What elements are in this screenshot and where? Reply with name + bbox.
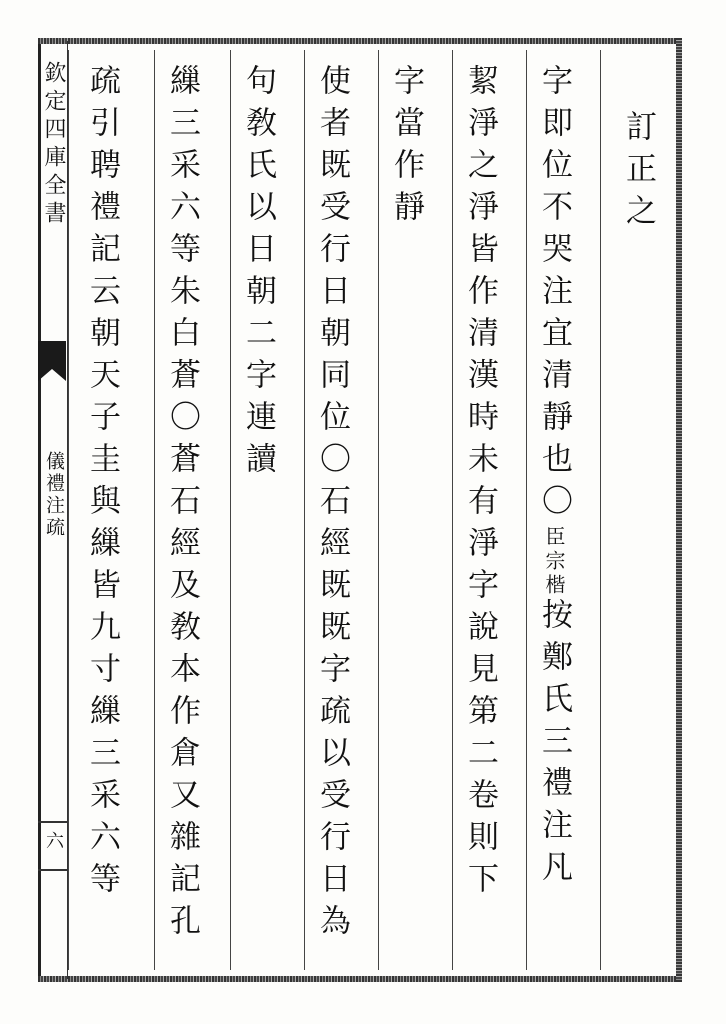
text-column-1 xyxy=(600,50,676,970)
text-column-7 xyxy=(154,50,230,970)
column-text: 句敎氏以日朝二字連讀 xyxy=(240,64,276,484)
column-text-main: 字即位不哭注宜清靜也〇 xyxy=(536,64,572,526)
frame-border-right xyxy=(676,38,682,982)
frame-border-bottom xyxy=(38,976,682,982)
fishtail-ornament xyxy=(38,341,66,381)
page-number-rule-bottom xyxy=(38,869,68,871)
column-text xyxy=(535,64,573,892)
column-text: 繅三采六等朱白蒼〇蒼石經及敎本作倉又雜記孔 xyxy=(164,64,200,946)
text-column-8 xyxy=(68,50,154,970)
column-text-cont: 按鄭氏三禮注凡 xyxy=(536,598,572,892)
column-text: 字當作靜 xyxy=(388,64,424,232)
column-text: 使者既受行日朝同位〇石經既既字疏以受行日為 xyxy=(314,64,350,946)
section-title: 儀禮注疏 xyxy=(43,451,65,539)
text-column-2 xyxy=(526,50,600,970)
text-column-5 xyxy=(304,50,378,970)
column-text: 訂正之 xyxy=(620,110,656,236)
book-title: 欽定四庫全書 xyxy=(41,61,66,229)
text-column-4 xyxy=(378,50,452,970)
column-text: 絜淨之淨皆作清漢時未有淨字說見第二卷則下 xyxy=(462,64,498,904)
page-number-rule-top xyxy=(38,821,68,823)
text-column-3 xyxy=(452,50,526,970)
margin-strip xyxy=(38,41,68,979)
text-column-6 xyxy=(230,50,304,970)
frame-border-top xyxy=(38,38,682,44)
page-number: 六 xyxy=(43,831,64,851)
column-text: 疏引聘禮記云朝天子圭與繅皆九寸繅三采六等 xyxy=(84,64,120,904)
column-note: 臣宗楷 xyxy=(542,526,566,598)
